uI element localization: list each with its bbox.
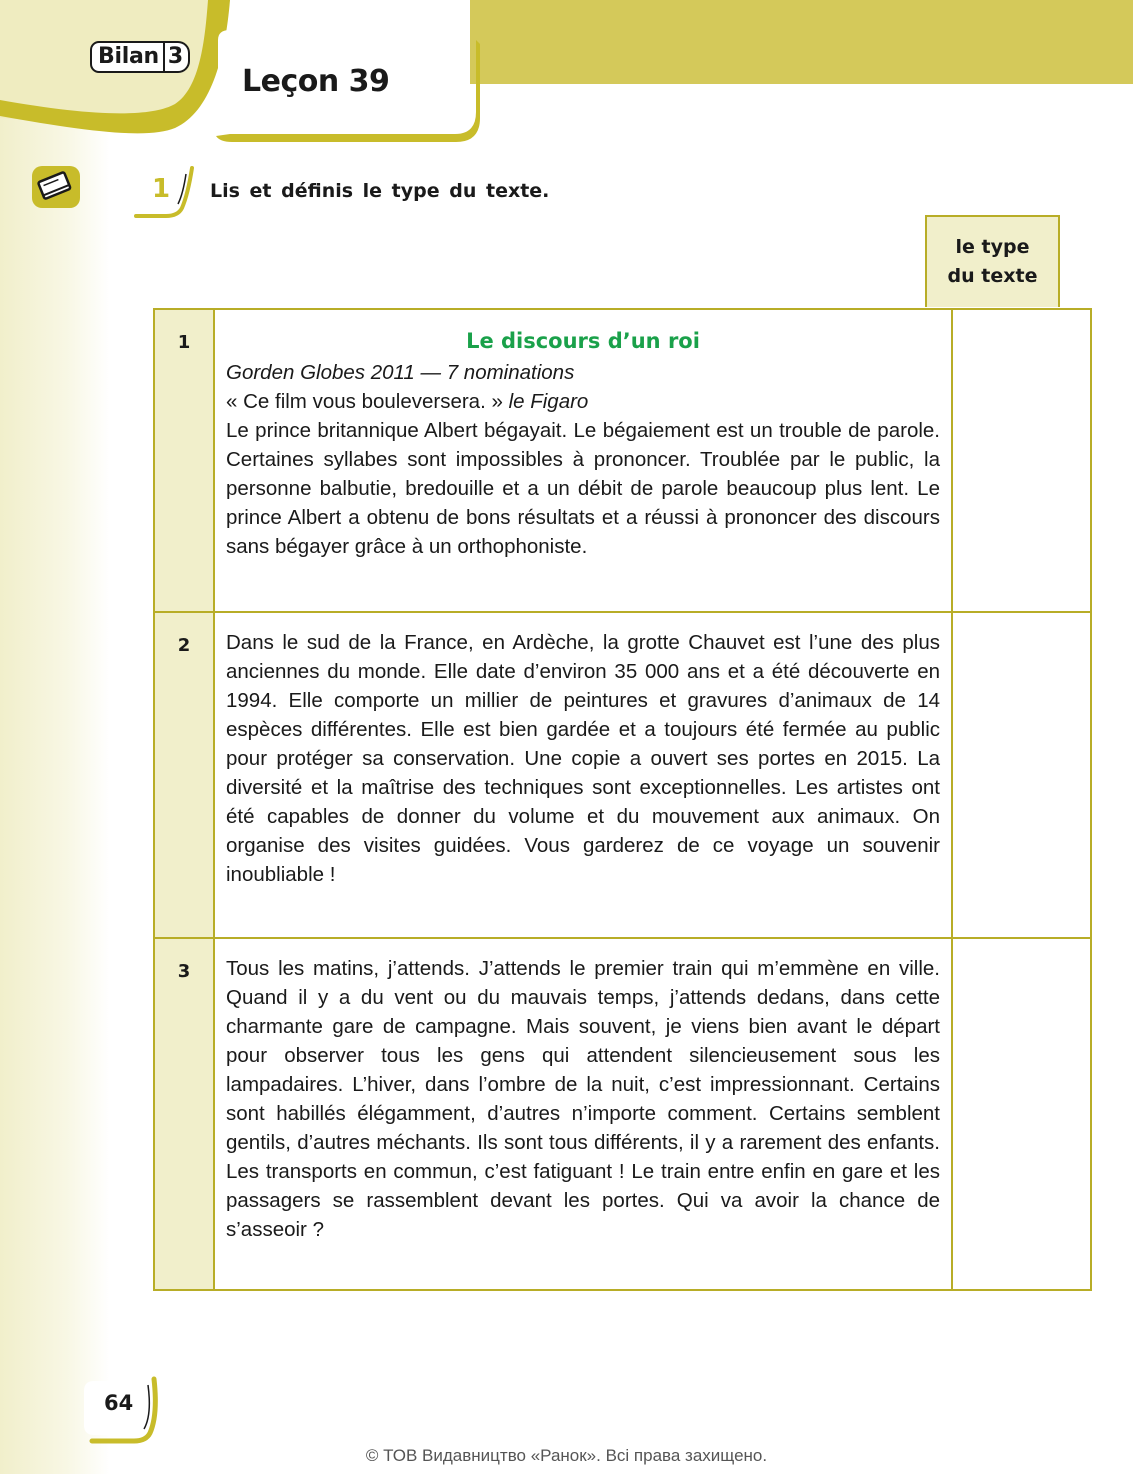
column-header-line2: du texte: [947, 265, 1038, 287]
answer-cell[interactable]: [952, 938, 1091, 1290]
page-number: 64: [104, 1391, 134, 1415]
answer-cell[interactable]: [952, 612, 1091, 938]
row-number: 3: [154, 938, 214, 1290]
lesson-title: Leçon 39: [242, 64, 390, 99]
column-header-line1: le type: [955, 236, 1030, 258]
table-row: [154, 612, 1091, 938]
bilan-label: Bilan: [90, 41, 165, 73]
table-row: [154, 309, 1091, 612]
left-margin-band: [0, 0, 110, 1474]
review-line: [226, 387, 940, 416]
column-header-text-type: [925, 215, 1060, 307]
review-source: le Figaro: [508, 390, 589, 413]
bilan-badge: [90, 41, 190, 73]
text-cell: [214, 309, 952, 612]
texts-table: [153, 308, 1092, 1291]
bilan-number: 3: [165, 41, 190, 73]
story-text: Tous les matins, j’attends. J’attends le premier train qui m’emmène en ville. Quand il y a du vent ou du mauvais temps, j’attends dedans, dans cette charmante gare de campagne. Mais souvent, je viens bien avant le départ pour observer tous les gens qui attendent silencieusement sous les lampadaires. L’hiver, dans l’ombre de la nuit, c’est impressionnant. Certains sont habillés élégamment, d’autres n’importe comment. Certains semblent gentils, d’autres méchants. Ils sont tous différents, il y a rarement des enfants. Les transports en commun, c’est fatiguant ! Le train entre enfin en gare et les passagers se rassemblent devant les portes. Qui va avoir la chance de s’asseoir ?: [226, 957, 940, 1241]
row-number: 1: [154, 309, 214, 612]
row-number: 2: [154, 612, 214, 938]
review-quote: « Ce film vous bouleversera. »: [226, 390, 509, 413]
table-row: [154, 938, 1091, 1290]
exercise-instruction: Lis et définis le type du texte.: [210, 180, 550, 202]
text-cell: [214, 938, 952, 1290]
book-icon: [28, 162, 84, 212]
copyright-notice: © ТОВ Видавництво «Ранок». Всі права захищено.: [365, 1446, 768, 1465]
nominations-line: Gorden Globes 2011 — 7 nominations: [226, 361, 575, 384]
story-title: Le discours d’un roi: [466, 329, 700, 353]
story-text: Dans le sud de la France, en Ardèche, la grotte Chauvet est l’une des plus anciennes du monde. Elle date d’environ 35 000 ans et a été découverte en 1994. Elle comporte un millier de peintures et gravures d’animaux de 14 espèces différentes. Elle est bien gardée et a toujours été fermée au public pour protéger sa conservation. Une copie a ouvert ses portes en 2015. La diversité et la maîtrise des techniques sont exceptionnelles. Les artistes ont été capables de donner du volume et du mouvement aux animaux. On organise des visites guidées. Vous garderez de ce voyage un souvenir inoubliable !: [226, 631, 940, 886]
answer-cell[interactable]: [952, 309, 1091, 612]
story-text: Le prince britannique Albert bégayait. Le bégaiement est un trouble de parole. Certaines syllabes sont impossibles à prononcer. Troublée par le public, la personne balbutie, bredouille et a un débit de parole beaucoup plus lent. Le prince Albert a obtenu de bons résultats et a réussi à prononcer des discours sans bégayer grâce à un orthophoniste.: [226, 419, 940, 558]
header-banner: [0, 0, 1133, 160]
text-cell: [214, 612, 952, 938]
exercise-number: 1: [152, 174, 171, 204]
